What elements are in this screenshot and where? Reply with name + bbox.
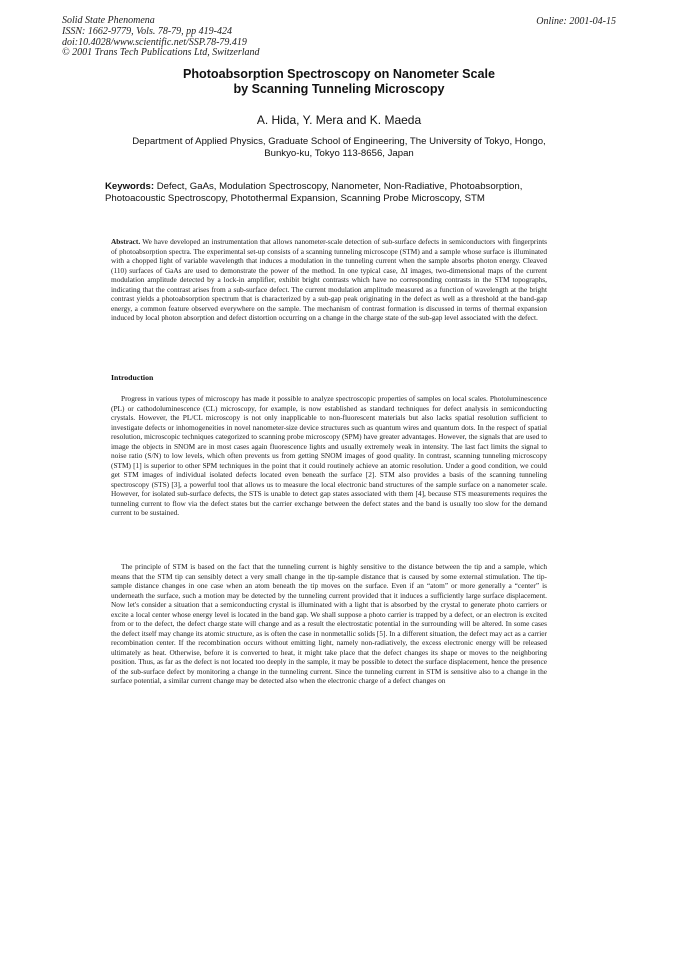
keywords <box>105 181 555 206</box>
abstract-label: Abstract. <box>111 237 141 246</box>
doi-line[interactable]: doi:10.4028/www.scientific.net/SSP.78-79.419 <box>62 36 247 48</box>
abstract-text: We have developed an instrumentation that allows nanometer-scale detection of sub-surface defects in semiconductors with fingerprints of photoabsorption spectra. The experimental set-up consists of a scanning tunneling microscope (STM) and a sample whose surface is illuminated with a chopped light of variable wavelength that induces a modulation in the tunneling current when the sample absorbs photon energy. Cleaved (110) surfaces of GaAs are used to demonstrate the power of the method. In one typical case, ΔI images, two-dimensional maps of the current modulation amplitude detected by a lock-in amplifier, exhibit bright contrasts which have no corresponding contrasts in the STM topographs, indicating that the contrast arises from a sub-surface defect. The current modulation amplitude measured as a function of wavelength at the bright contrast yields a photoabsorption spectrum that is characterized by a sub-gap peak originating in the defect as well as a threshold at the band-gap energy, a common feature observed everywhere on the sample. The mechanism of contrast formation is discussed in terms of thermal expansion induced by local photon absorption and defect distortion occurring on a change in the charge state of the sub-gap level associated with the defect. <box>111 237 547 322</box>
authors: A. Hida, Y. Mera and K. Maeda <box>256 113 422 127</box>
abstract <box>111 237 547 323</box>
online-date: Online: 2001-04-15 <box>536 16 616 27</box>
paper-title <box>60 67 618 97</box>
keywords-label: Keywords: <box>105 181 155 192</box>
intro-paragraph-1: Progress in various types of microscopy has made it possible to analyze spectroscopic properties of samples on local scales. Photoluminescence (PL) or cathodoluminescence (CL) microscopy, for example, is now established as standard techniques for defect analysis in semiconducting crystals. However, the PL/CL microscopy is not only inapplicable to non-fluorescent materials but also lacks spatial resolution sufficient to investigate defects or inhomogeneities in novel nanometer-size device structures such as quantum wires and quantum dots. In the respect of spatial resolution, microscopic techniques categorized to scanning probe microscopy (SPM) have greater advantages. However, the signals that are used to image the objects in SNOM are in most cases again fluorescence lights and usually extremely weak in intensity. The last fact limits the signal to noise ratio (S/N) to low levels, which often prevents us from getting SNOM images of good quality. In contrast, scanning tunneling microscopy (STM) [1] is superior to other SPM techniques in the point that it could routinely achieve an atomic resolution. Under a good condition, we could get STM images of individual isolated defects located even beneath the surface [2]. STM also provides a basis of the scanning tunneling spectroscopy (STS) [3], a powerful tool that allows us to measure the local electronic band structures of the sample surface on a nanometer scale. However, for isolated sub-surface defects, the STS is unable to detect gap states associated with them [4], because STS measurements requires the tunneling current to flow via the defect states but the carrier exchange between the defect states and the band is usually too slow for the demand current to be sustained. <box>111 394 547 517</box>
intro-paragraph-2: The principle of STM is based on the fact that the tunneling current is highly sensitive to the distance between the tip and a sample, which means that the STM tip can sensibly detect a very small change in the tip-sample distance that is caused by some external stimulation. The tip-sample distance changes in one case when an atom beneath the tip moves on the surface. Even if an “atom” or more generally a “center” is underneath the surface, such a motion may be detected by the tunneling current provided that it induces a sufficiently large surface displacement. Now let's consider a situation that a semiconducting crystal is illuminated with a light that is absorbed by the crystal to generate photo carriers or excite a local center whose energy level is located in the band gap. We shall suppose a photo carrier is trapped by a defect, or an electron is excited from or to the defect, the defect charge state will change and as a result the electrostatic potential in the surrounding will be altered. In some cases the defect itself may change its atomic structure, as is often the case in nonmetallic solids [5]. In a different situation, the defect may act as a carrier recombination center. If the recombination occurs without emitting light, namely non-radiatively, the excess electronic energy will be released ultimately as heat. Otherwise, before it is converted to heat, it might take place that the defect changes its shape or moves to the neighboring position. Thus, as far as the defect is not located too deeply in the sample, it may be possible to detect the surface displacement, hence the presence of the sub-surface defect by monitoring a change in the tunneling current. Since the tunneling current in STM is sensitive also to a change in the surface potential, a similar current change may be detected also when the electronic charge of a defect changes on <box>111 562 547 685</box>
affiliation-line-2: Bunkyo-ku, Tokyo 113-8656, Japan <box>264 148 414 160</box>
issn-line: ISSN: 1662-9779, Vols. 78-79, pp 419-424 <box>62 25 232 37</box>
journal-name: Solid State Phenomena <box>62 15 155 26</box>
affiliation-line-1: Department of Applied Physics, Graduate School of Engineering, The University of Tokyo, Hongo, <box>132 136 546 147</box>
journal-header <box>62 16 260 59</box>
copyright-line: © 2001 Trans Tech Publications Ltd, Switzerland <box>62 47 260 59</box>
keywords-text: Defect, GaAs, Modulation Spectroscopy, Nanometer, Non-Radiative, Photoabsorption, Photoacoustic Spectroscopy, Photothermal Expansion, Scanning Probe Microscopy, STM <box>105 181 523 205</box>
title-line-1: Photoabsorption Spectroscopy on Nanometer Scale <box>182 67 496 81</box>
title-line-2: by Scanning Tunneling Microscopy <box>233 82 445 96</box>
affiliation <box>80 136 598 161</box>
section-heading-introduction: Introduction <box>111 373 154 382</box>
